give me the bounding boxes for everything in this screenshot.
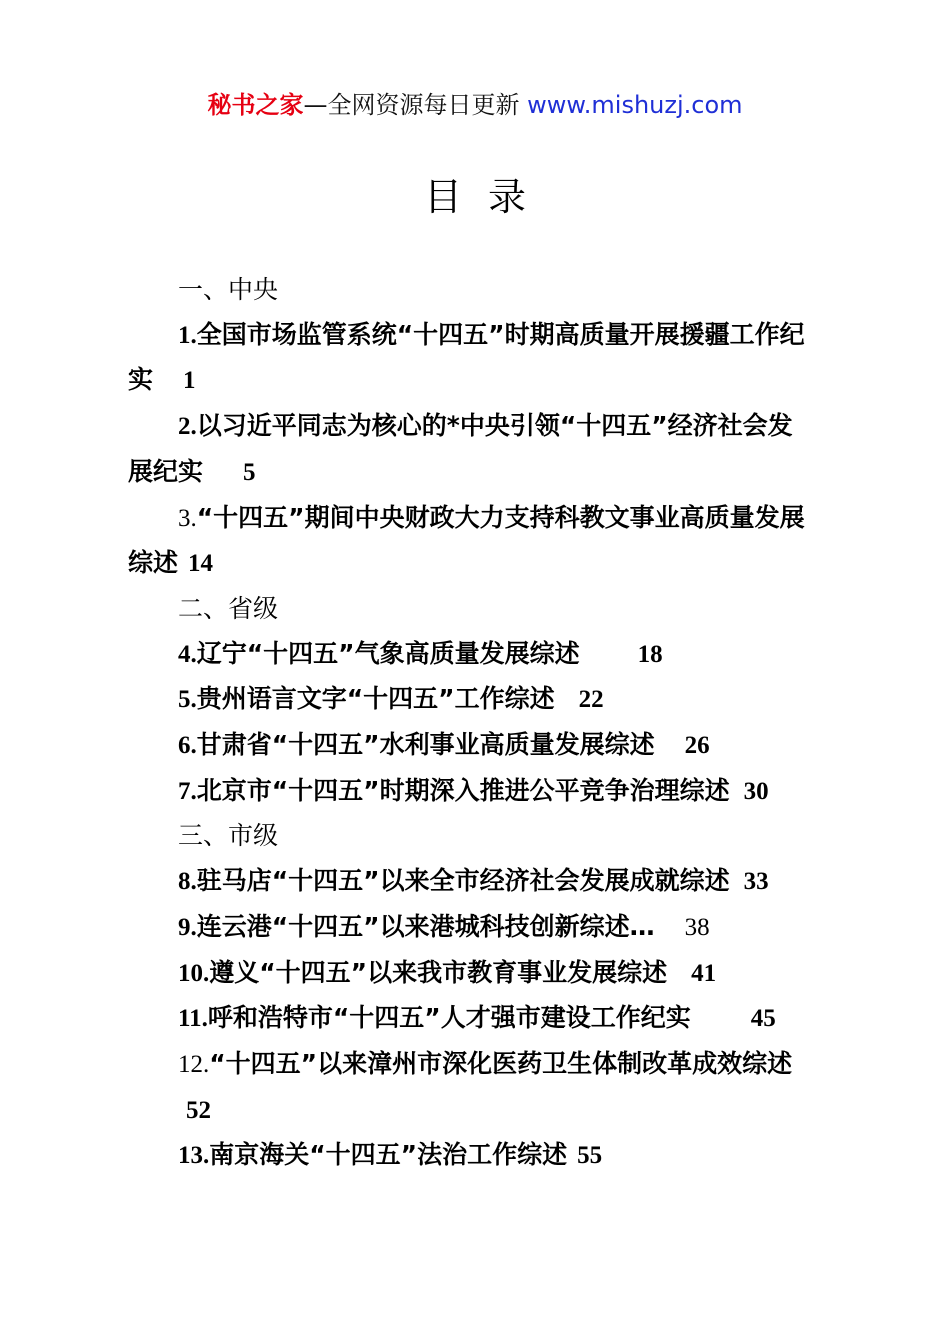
toc-entry-11 [128, 996, 834, 1042]
toc-entry-2 [128, 404, 834, 495]
entry-title: 呼和浩特市“十四五”人才强市建设工作纪实 [207, 1003, 691, 1033]
toc-entry-9 [128, 905, 834, 951]
entry-title: 甘肃省“十四五”水利事业高质量发展综述 [196, 730, 655, 760]
page-title: 目录 [423, 175, 552, 219]
entry-number: 4. [178, 640, 197, 668]
entry-title: 全国市场监管系统“十四五”时期高质量开展援疆工作纪 [196, 319, 805, 349]
entry-number: 10. [178, 959, 210, 987]
entry-page-number: 33 [743, 868, 769, 896]
section-heading-central: 一、中央 [178, 275, 279, 304]
entry-title-cont: 实 [128, 365, 154, 395]
entry-number: 2. [178, 413, 197, 441]
entry-page-number: 45 [750, 1005, 776, 1033]
toc-entry-4 [128, 632, 834, 678]
entry-title: 以习近平同志为核心的*中央引领“十四五”经济社会发 [196, 411, 793, 441]
entry-title: 连云港“十四五”以来港城科技创新综述… [196, 911, 655, 941]
site-banner [0, 88, 950, 122]
banner-brand: 秘书之家 [207, 91, 304, 119]
entry-number: 9. [178, 913, 197, 941]
entry-title-cont: 展纪实 [128, 456, 204, 486]
entry-title-cont: 综述 [128, 548, 179, 578]
entry-page-number: 14 [188, 550, 214, 578]
entry-number: 7. [178, 777, 197, 805]
toc-entry-12 [128, 1042, 834, 1133]
toc-entry-5 [128, 677, 834, 723]
entry-page-number: 5 [243, 458, 256, 486]
section-heading-municipal: 三、市级 [178, 821, 279, 851]
entry-title: “十四五”期间中央财政大力支持科教文事业高质量发展 [196, 502, 805, 532]
entry-page-number: 38 [684, 913, 710, 941]
banner-tagline: —全网资源每日更新 [303, 91, 528, 119]
entry-title: 驻马店“十四五”以来全市经济社会发展成就综述 [196, 866, 730, 896]
table-of-contents [128, 268, 834, 1179]
entry-title: 贵州语言文字“十四五”工作综述 [196, 684, 555, 714]
toc-entry-7 [128, 769, 834, 815]
entry-page-number: 18 [637, 640, 663, 668]
entry-number: 5. [178, 686, 197, 714]
entry-title: 南京海关“十四五”法治工作综述 [209, 1140, 568, 1170]
toc-entry-3 [128, 496, 834, 587]
entry-page-number: 52 [186, 1096, 211, 1124]
entry-title: 遵义“十四五”以来我市教育事业发展综述 [209, 957, 668, 987]
entry-title: “十四五”以来漳州市深化医药卫生体制改革成效综述 [209, 1048, 793, 1078]
entry-page-number: 30 [743, 777, 769, 805]
section-heading-provincial: 二、省级 [178, 593, 279, 623]
entry-page-number: 26 [684, 732, 710, 760]
entry-number: 1. [178, 321, 197, 349]
entry-number: 3. [178, 504, 197, 532]
toc-entry-10 [128, 951, 834, 997]
entry-number: 13. [178, 1142, 210, 1170]
entry-page-number: 1 [183, 367, 196, 395]
entry-title: 辽宁“十四五”气象高质量发展综述 [196, 638, 580, 668]
toc-entry-8 [128, 859, 834, 905]
toc-entry-13 [128, 1133, 834, 1179]
toc-entry-6 [128, 723, 834, 769]
entry-page-number: 41 [691, 959, 717, 987]
entry-title: 北京市“十四五”时期深入推进公平竞争治理综述 [196, 775, 730, 805]
entry-number: 8. [178, 868, 197, 896]
entry-number: 11. [178, 1005, 208, 1033]
toc-entry-1 [128, 313, 834, 404]
entry-number: 6. [178, 732, 197, 760]
entry-page-number: 55 [577, 1142, 603, 1170]
entry-page-number: 22 [578, 686, 604, 714]
banner-url: www.mishuzj.com [527, 91, 743, 119]
entry-number: 12. [178, 1050, 210, 1078]
